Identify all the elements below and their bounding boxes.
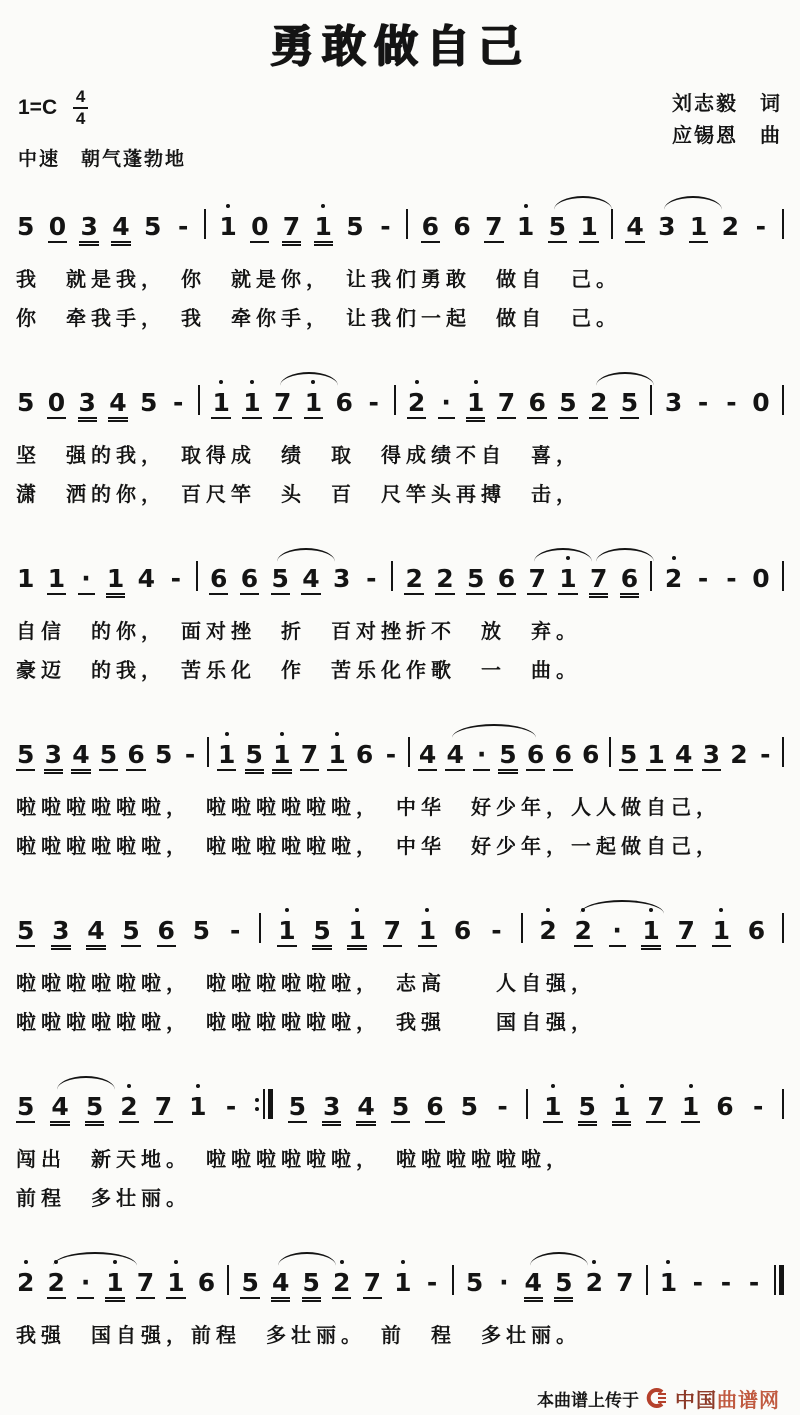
note-token: 4 [109, 387, 127, 417]
lyric-row: 啦啦啦啦啦啦， 啦啦啦啦啦啦， 中华 好少年，一起做自己， [16, 835, 721, 858]
note-token: - [497, 1091, 508, 1121]
note-token: · [609, 918, 626, 947]
note-token: 7 [647, 1091, 665, 1121]
note-token: 7 [363, 1267, 381, 1297]
note-token: - [697, 387, 709, 417]
note-token: 3 [44, 739, 62, 769]
note-token: 6 [497, 563, 516, 593]
time-signature [73, 88, 88, 128]
note-token: 6 [335, 387, 353, 417]
note-token: 7 [136, 1267, 155, 1297]
notes-row [14, 537, 786, 605]
note-token: 6 [453, 915, 472, 945]
score [14, 185, 786, 1378]
note-token: 1 [314, 211, 332, 241]
note-token: - [177, 211, 189, 241]
note-token: - [380, 211, 391, 241]
note-token: 6 [554, 739, 572, 769]
note-token: 5 [559, 387, 577, 417]
note-token: 2 [333, 1267, 351, 1297]
note-token: - [230, 915, 241, 945]
notes-row [14, 185, 786, 253]
notes-row [14, 889, 786, 957]
notes-row [14, 361, 786, 429]
note-token: 2 [436, 563, 454, 593]
barline [196, 561, 198, 595]
barline-thin [782, 385, 784, 415]
note-token: 5 [620, 387, 639, 417]
note-token: - [752, 1091, 764, 1121]
note-token: 5 [17, 387, 35, 417]
barline-thin [198, 385, 200, 415]
note-token: 4 [87, 915, 105, 945]
score-line [14, 537, 786, 683]
note-token: 2 [589, 390, 608, 419]
score-line [14, 185, 786, 331]
barline [609, 737, 611, 771]
note-token: 5 [313, 915, 331, 945]
note-token: 2 [721, 211, 739, 241]
barline [650, 385, 652, 419]
note-token: 1 [273, 739, 291, 769]
time-signature-bottom: 4 [75, 108, 86, 128]
barline [782, 913, 784, 947]
note-token: 4 [445, 742, 464, 771]
note-token: 2 [664, 563, 683, 593]
lyric-row: 我 就是我， 你 就是你， 让我们勇敢 做自 己。 [16, 268, 621, 291]
note-token: 5 [499, 739, 517, 769]
barline [207, 737, 209, 771]
note-token: 2 [539, 915, 557, 945]
note-token: 5 [466, 563, 485, 593]
note-token: 1 [559, 563, 577, 593]
note-token: 5 [85, 1091, 104, 1121]
note-token: · [499, 1267, 509, 1297]
note-token: 5 [192, 915, 211, 945]
note-token: 2 [17, 1267, 35, 1297]
note-token: 3 [322, 1091, 341, 1121]
note-token: 0 [752, 387, 770, 417]
note-token: 4 [271, 1270, 290, 1299]
note-token: 1 [466, 387, 485, 417]
upload-note-text: 本曲谱上传于 [537, 1390, 639, 1410]
note-token: 0 [251, 211, 269, 241]
note-token: 1 [544, 1091, 562, 1121]
score-line [14, 1241, 786, 1348]
note-token: 5 [17, 739, 35, 769]
lyric-row: 啦啦啦啦啦啦， 啦啦啦啦啦啦， 中华 好少年，人人做自己， [16, 796, 721, 819]
barline [394, 385, 396, 419]
note-token: - [748, 1267, 760, 1297]
key-label: 1=C [18, 95, 58, 119]
note-token: 1 [106, 563, 125, 593]
barline-thin [782, 209, 784, 239]
key-signature [18, 88, 186, 128]
note-token: 0 [752, 563, 770, 593]
note-token: 2 [574, 918, 593, 947]
note-token: - [491, 915, 502, 945]
note-token: 3 [333, 563, 351, 593]
note-token: 0 [48, 211, 67, 241]
note-token: 7 [589, 566, 608, 595]
note-token: 4 [626, 211, 644, 241]
note-token: 5 [391, 1091, 410, 1121]
lyric-row: 啦啦啦啦啦啦， 啦啦啦啦啦啦， 志高 人自强， [16, 972, 596, 995]
note-token: · [78, 566, 95, 595]
note-token: 1 [394, 1267, 412, 1297]
barline-thin [650, 385, 652, 415]
note-token: - [426, 1267, 438, 1297]
note-token: 1 [106, 1267, 124, 1297]
note-token: - [184, 739, 196, 769]
note-token: 5 [555, 1267, 573, 1297]
note-token: 5 [548, 214, 567, 243]
credits-block [672, 88, 782, 152]
barline-thin [204, 209, 206, 239]
note-token: 5 [245, 739, 263, 769]
note-token: 7 [383, 915, 401, 945]
barline-thin [650, 561, 652, 591]
note-token: 1 [647, 739, 665, 769]
note-token: 5 [460, 1091, 479, 1121]
note-token: 5 [17, 915, 35, 945]
note-token: 5 [288, 1091, 306, 1121]
score-line [14, 889, 786, 1035]
note-token: 5 [465, 1267, 484, 1297]
barline [650, 561, 652, 595]
slur-arc [534, 548, 592, 562]
note-token: 5 [619, 739, 638, 769]
tempo-marking: 中速 朝气蓬勃地 [18, 148, 187, 170]
note-token: 4 [50, 1094, 69, 1123]
lyric-row: 我强 国自强，前程 多壮丽。 前 程 多壮丽。 [16, 1324, 581, 1347]
note-token: 1 [642, 915, 660, 945]
barline-thick [779, 1265, 784, 1295]
note-token: 6 [426, 1091, 444, 1121]
note-token: 4 [357, 1091, 375, 1121]
note-token: 1 [189, 1091, 207, 1121]
score-line [14, 361, 786, 507]
barline-thin [526, 1089, 528, 1119]
note-token: 5 [122, 915, 140, 945]
note-token: 1 [681, 1091, 700, 1121]
note-token: 5 [241, 1267, 259, 1297]
note-token: - [760, 739, 771, 769]
note-token: 7 [616, 1267, 634, 1297]
site-name [675, 1384, 780, 1413]
lyric-row: 潇 洒的你， 百尺竿 头 百 尺竿头再搏 击， [16, 483, 581, 506]
note-token: 5 [140, 387, 158, 417]
barline [198, 385, 200, 419]
note-token: 6 [528, 387, 546, 417]
note-token: - [366, 563, 377, 593]
note-token: 7 [273, 390, 292, 419]
repeat-dot [255, 1098, 259, 1102]
score-line [14, 1065, 786, 1211]
note-token: 3 [664, 387, 683, 417]
note-token: 1 [689, 211, 708, 241]
note-token: 1 [516, 211, 535, 241]
note-token: 1 [580, 211, 598, 241]
note-token: 3 [702, 739, 720, 769]
lyric-row: 坚 强的我， 取得成 绩 取 得成绩不自 喜， [16, 444, 581, 467]
note-token: 1 [167, 1267, 185, 1297]
note-token: 5 [99, 739, 118, 769]
note-token: 1 [712, 915, 730, 945]
lyricist-credit: 刘志毅 词 [672, 93, 782, 115]
slur-arc [596, 372, 654, 386]
site-name-suffix: 曲谱网 [717, 1389, 780, 1412]
barline [782, 561, 784, 595]
note-token: 1 [17, 563, 35, 593]
slur-arc [277, 548, 335, 562]
barline-thin [782, 913, 784, 943]
note-token: 6 [355, 739, 374, 769]
footer [14, 1378, 786, 1415]
repeat-dot [255, 1107, 259, 1111]
note-token: 6 [453, 211, 471, 241]
note-token: 3 [78, 387, 96, 417]
note-token: 4 [137, 563, 155, 593]
note-token: 1 [418, 915, 437, 945]
note-token: 6 [240, 563, 259, 593]
barline [408, 737, 410, 771]
barline-thin [782, 1089, 784, 1119]
slur-arc [280, 372, 338, 386]
note-token: 1 [348, 915, 366, 945]
note-token: 6 [582, 739, 600, 769]
note-token: 2 [730, 739, 748, 769]
note-token: 4 [302, 563, 320, 593]
barline-thin [408, 737, 410, 767]
lyric-row: 啦啦啦啦啦啦， 啦啦啦啦啦啦， 我强 国自强， [16, 1011, 596, 1034]
note-token: 1 [47, 563, 66, 593]
site-name-prefix: 中国 [675, 1389, 717, 1412]
barline [259, 913, 261, 947]
note-token: 4 [72, 739, 90, 769]
barline [521, 913, 523, 947]
slur-arc [452, 724, 536, 738]
barline-thin [521, 913, 523, 943]
note-token: 2 [407, 387, 426, 417]
note-token: · [77, 1270, 94, 1299]
note-token: - [368, 387, 379, 417]
score-line [14, 713, 786, 859]
note-token: 6 [620, 563, 639, 593]
note-token: 7 [300, 739, 319, 769]
note-token: 7 [677, 915, 695, 945]
note-token: 1 [612, 1091, 631, 1121]
note-token: 3 [80, 211, 98, 241]
note-token: - [726, 563, 737, 593]
note-token: 5 [17, 1091, 35, 1121]
barline-thick [268, 1089, 273, 1119]
note-token: - [697, 563, 709, 593]
slur-arc [664, 196, 722, 210]
barline [204, 209, 206, 243]
note-token: 6 [421, 211, 440, 241]
barline [774, 1265, 784, 1299]
barline-thin [394, 385, 396, 415]
note-token: 5 [302, 1267, 320, 1297]
note-token: 2 [405, 563, 423, 593]
note-token: 7 [282, 211, 301, 241]
barline-thin [391, 561, 393, 591]
note-token: 6 [747, 915, 766, 945]
note-token: 1 [278, 915, 296, 945]
note-token: - [755, 211, 767, 241]
note-token: 4 [112, 211, 130, 241]
barline [782, 385, 784, 419]
lyric-row: 自信 的你， 面对挫 折 百对挫折不 放 弃。 [16, 620, 581, 643]
note-token: 1 [243, 387, 261, 417]
note-token: - [170, 563, 182, 593]
note-token: 4 [675, 739, 693, 769]
barline [782, 209, 784, 243]
note-token: 5 [578, 1091, 596, 1121]
slur-arc [554, 196, 612, 210]
barline [782, 737, 784, 771]
note-token: 3 [52, 915, 70, 945]
header-meta [14, 88, 786, 171]
barline-thin [263, 1089, 265, 1119]
barline-thin [259, 913, 261, 943]
note-token: 1 [328, 739, 346, 769]
note-token: 7 [527, 566, 546, 595]
note-token: - [726, 387, 737, 417]
note-token: 6 [127, 739, 145, 769]
note-token: - [173, 387, 184, 417]
barline [782, 1089, 784, 1123]
slur-arc [53, 1252, 137, 1266]
note-token: 1 [212, 387, 230, 417]
barline-thin [646, 1265, 648, 1295]
site-logo-icon [646, 1387, 668, 1409]
note-token: - [385, 739, 397, 769]
note-token: 6 [197, 1267, 216, 1297]
note-token: 5 [271, 566, 290, 595]
barline-thin [227, 1265, 229, 1295]
note-token: 1 [304, 387, 323, 417]
composer-credit: 应锡恩 曲 [672, 125, 782, 147]
note-token: 6 [526, 739, 545, 769]
slur-arc [57, 1076, 115, 1090]
note-token: 5 [154, 739, 173, 769]
lyric-row: 前程 多壮丽。 [16, 1187, 191, 1210]
note-token: 3 [657, 214, 676, 243]
note-token: - [692, 1267, 703, 1297]
barline [646, 1265, 648, 1299]
note-token: - [225, 1091, 237, 1121]
note-token: · [473, 742, 490, 771]
barline-thin [782, 561, 784, 591]
note-token: 5 [17, 211, 35, 241]
barline [391, 561, 393, 595]
barline [452, 1265, 454, 1299]
note-token: 2 [47, 1270, 66, 1299]
note-token: - [720, 1267, 732, 1297]
barline-thin [611, 209, 613, 239]
barline [255, 1089, 273, 1123]
notes-row [14, 1065, 786, 1133]
note-token: 4 [418, 739, 437, 769]
key-tempo-block [18, 88, 186, 171]
note-token: 7 [497, 387, 516, 417]
barline-thin [207, 737, 209, 767]
barline-thin [406, 209, 408, 239]
barline-thin [782, 737, 784, 767]
note-token: 5 [346, 211, 364, 241]
barline-thin [452, 1265, 454, 1295]
note-token: 1 [219, 211, 237, 241]
note-token: 7 [154, 1091, 173, 1121]
notes-row [14, 1241, 786, 1309]
note-token: 6 [716, 1091, 734, 1121]
lyric-row: 你 牵我手， 我 牵你手， 让我们一起 做自 己。 [16, 307, 621, 330]
note-token: 4 [524, 1270, 543, 1299]
note-token: 6 [157, 915, 175, 945]
barline-thin [196, 561, 198, 591]
barline [526, 1089, 528, 1123]
note-token: · [438, 390, 455, 419]
notes-row [14, 713, 786, 781]
note-token: 2 [120, 1091, 138, 1121]
lyric-row: 豪迈 的我， 苦乐化 作 苦乐化作歌 一 曲。 [16, 659, 581, 682]
note-token: 0 [47, 387, 66, 417]
lyric-row: 闯出 新天地。 啦啦啦啦啦啦， 啦啦啦啦啦啦， [16, 1148, 571, 1171]
slur-arc [278, 1252, 336, 1266]
slur-arc [596, 548, 654, 562]
note-token: 7 [485, 211, 503, 241]
time-signature-top: 4 [75, 87, 86, 106]
barline-thin [609, 737, 611, 767]
note-token: 5 [143, 211, 162, 241]
note-token: 2 [585, 1267, 603, 1297]
repeat-dots-icon [255, 1098, 259, 1111]
barline [611, 209, 613, 243]
barline [406, 209, 408, 243]
song-title: 勇敢做自己 [270, 21, 530, 72]
note-token: 1 [659, 1267, 678, 1297]
barline-thin [774, 1265, 776, 1295]
barline [227, 1265, 229, 1299]
note-token: 1 [217, 739, 236, 769]
note-token: 6 [210, 563, 228, 593]
slur-arc [530, 1252, 588, 1266]
